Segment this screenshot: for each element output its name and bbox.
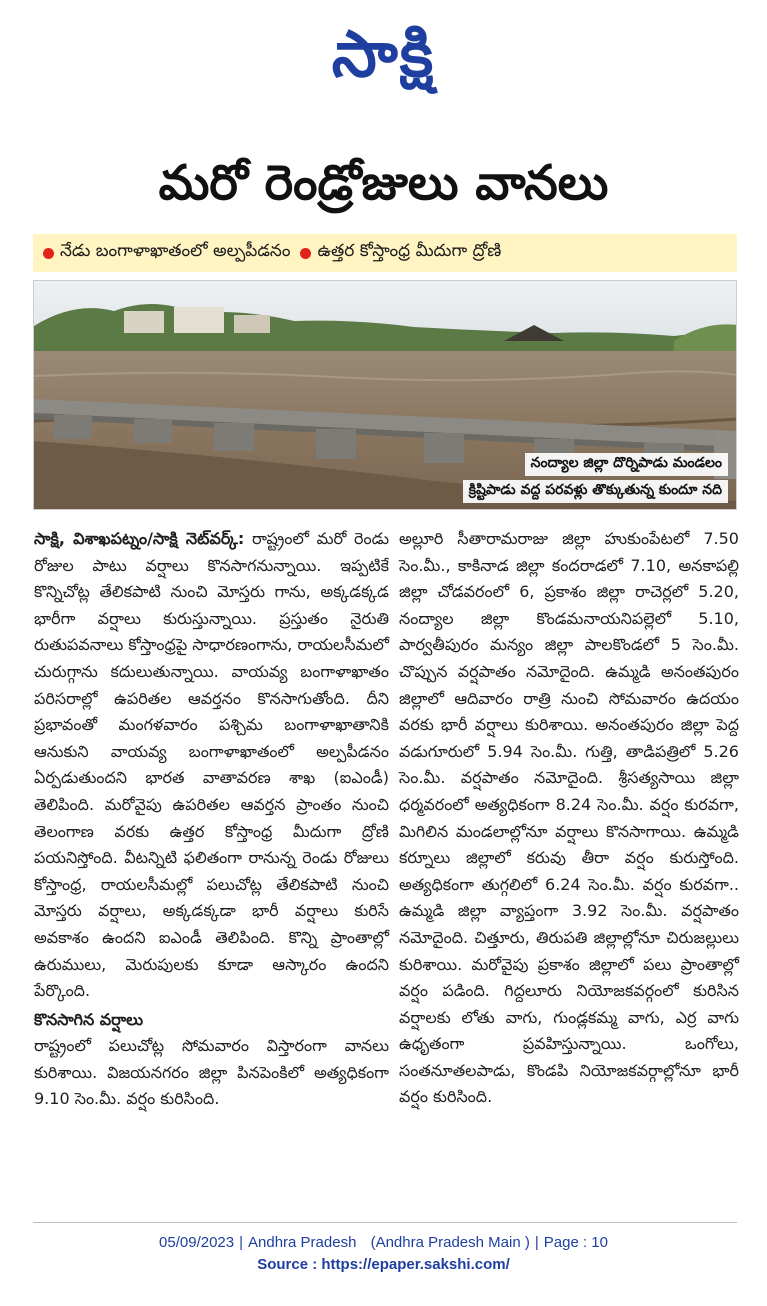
masthead [0, 12, 767, 98]
photo-caption [463, 449, 728, 503]
footer-source[interactable]: Source : https://epaper.sakshi.com/ [257, 1256, 510, 1273]
footer-state: Andhra Pradesh [248, 1234, 357, 1251]
article-paragraph: రాష్ట్రంలో పలుచోట్ల సోమవారం విస్తారంగా వానలు కురిశాయి. విజయనగరం జిల్లా పినపెంకిలో అత్యధికంగా 9.10 సెం.మీ. వర్షం కురిసింది. [34, 1036, 389, 1109]
dateline: సాక్షి, విశాఖపట్నం/సాక్షి నెట్‌వర్క్: [34, 529, 245, 548]
sakshi-logo: సాక్షి [331, 18, 436, 92]
article-text: రాష్ట్రంలో మరో రెండు రోజుల పాటు వర్షాలు కొనసాగనున్నాయి. ఇప్పటికే కొన్నిచోట్ల తేలికపాటి నుంచి మోస్తరు గాను, అక్కడక్కడ భారీగా వర్షాలు కురుస్తున్నాయి. ప్రస్తుతం నైరుతి రుతుపవనాలు కోస్తాంధ్రపై సాధారణంగాను, రాయలసీమలో చురుగ్గాను కదులుతున్నాయి. వాయవ్య బంగాళాఖాతం పరిసరాల్లో ఉపరితల ఆవర్తనం కొనసాగుతోంది. దీని ప్రభావంతో మంగళవారం పశ్చిమ బంగాళాఖాతానికి ఆనుకుని వాయవ్య బంగాళాఖాతంలో అల్పపీడనం ఏర్పడుతుందని భారత వాతావరణ శాఖ (ఐఎండీ) తెలిపింది. మరోవైపు ఉపరితల ఆవర్తన ప్రాంతం నుంచి తెలంగాణ వరకు ఉత్తర కోస్తాంధ్ర మీదుగా ద్రోణి పయనిస్తోంది. వీటన్నిటి ఫలితంగా రానున్న రెండు రోజులు కోస్తాంధ్ర, రాయలసీమల్లో పలుచోట్ల తేలికపాటి నుంచి మోస్తరు వర్షాలు, అక్కడక్కడా భారీ వర్షాలు కురిసే అవకాశం ఉందని ఐఎండీ తెలిపింది. కొన్ని ప్రాంతాల్లో ఉరుములు, మెరుపులకు కూడా ఆస్కారం ఉందని పేర్కొంది. [34, 529, 389, 1001]
strap-banner [33, 234, 737, 272]
footer-date: 05/09/2023 [159, 1234, 235, 1251]
caption-line-2: క్రిష్టిపాడు వద్ద పరవళ్లు తొక్కుతున్న కుందూ నది [463, 480, 728, 503]
river-photo [33, 280, 737, 510]
strap-item [300, 241, 501, 265]
caption-line-1: నంద్యాల జిల్లా దొర్నిపాడు మండలం [525, 453, 728, 476]
strap-text-1: నేడు బంగాళాఖాతంలో అల్పపీడనం [60, 241, 291, 261]
footer-edition: (Andhra Pradesh Main ) [370, 1234, 530, 1251]
article-column-left [34, 526, 389, 1113]
article-paragraph: అల్లూరి సీతారామరాజు జిల్లా హుకుంపేటలో 7.50 సెం.మీ., కాకినాడ జిల్లా కందరాడలో 7.10, అనకాపల్లి జిల్లా చోడవరంలో 6, ప్రకాశం జిల్లా రాచెర్లలో 5.20, నంద్యాల జిల్లా కొండమనాయనిపల్లెలో 5.10, పార్వతీపురం మన్యం జిల్లా పాలకొండలో 5 సెం.మీ. చొప్పున వర్షపాతం నమోదైంది. ఉమ్మడి అనంతపురం జిల్లాలో ఆదివారం రాత్రి నుంచి సోమవారం ఉదయం వరకు భారీ వర్షాలు కురిశాయి. అనంతపురం జిల్లా పెద్ద వడుగూరులో 5.94 సెం.మీ. గుత్తి, తాడిపత్రిలో 5.26 సెం.మీ. వర్షపాతం నమోదైంది. శ్రీసత్యసాయి జిల్లా ధర్మవరంలో అత్యధికంగా 8.24 సెం.మీ. వర్షం కురవగా, మిగిలిన మండలాల్లోనూ వర్షాలు కొనసాగాయి. ఉమ్మడి కర్నూలు జిల్లాలో కరువు తీరా వర్షం కురుస్తోంది. అత్యధికంగా తుగ్గలిలో 6.24 సెం.మీ. వర్షం కురవగా.. ఉమ్మడి జిల్లా వ్యాప్తంగా 3.92 సెం.మీ. వర్షపాతం నమోదైంది. చిత్తూరు, తిరుపతి జిల్లాల్లోనూ చిరుజల్లులు కురిశాయి. మరోవైపు ప్రకాశం జిల్లాలో పలు ప్రాంతాల్లో వర్షం పడింది. గిద్దలూరు నియోజకవర్గంలో కురిసిన వర్షాలకు లోతు వాగు, గుండ్లకమ్మ వాగు, ఎర్ర వాగు ఉధృతంగా ప్రవహిస్తున్నాయి. ఒంగోలు, సంతనూతలపాడు, కొండపి నియోజకవర్గాల్లోనూ భారీ వర్షం కురిసింది. [399, 529, 739, 1107]
strap-item [43, 241, 290, 265]
page-footer [0, 1232, 767, 1276]
footer-divider [33, 1222, 737, 1223]
article-column-right [399, 526, 739, 1111]
article-paragraph [34, 526, 389, 1005]
footer-page: Page : 10 [543, 1234, 608, 1251]
red-bullet-icon [300, 248, 311, 259]
strap-text-2: ఉత్తర కోస్తాంధ్ర మీదుగా ద్రోణి [317, 241, 502, 261]
red-bullet-icon [43, 248, 54, 259]
headline: మరో రెండ్రోజులు వానలు [158, 155, 609, 211]
subheading: కొనసాగిన వర్షాలు [34, 1009, 144, 1029]
footer-meta: 05/09/2023 | Andhra Pradesh (Andhra Pradesh Main ) | Page : 10 [159, 1234, 608, 1251]
